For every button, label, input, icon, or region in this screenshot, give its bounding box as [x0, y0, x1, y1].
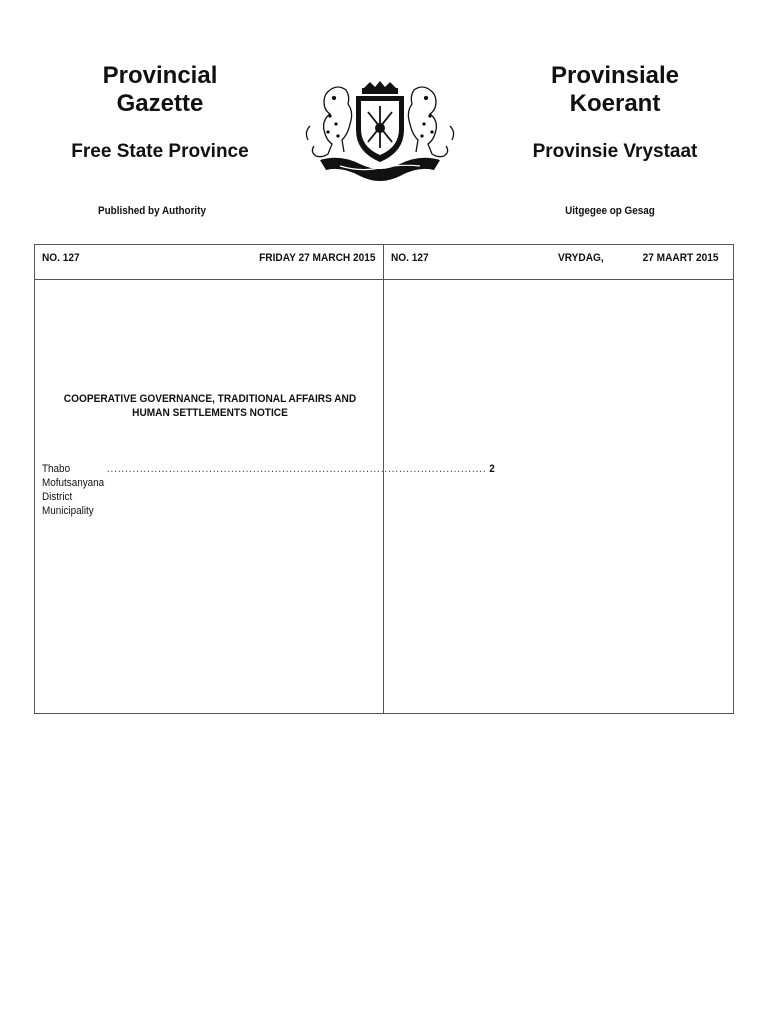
published-by-authority-afrikaans: Uitgegee op Gesag: [565, 205, 655, 217]
contents-entry[interactable]: [42, 462, 495, 518]
contents-entry-label: Thabo Mofutsanyana District Municipality: [42, 463, 105, 517]
issue-date-english: FRIDAY 27 MARCH 2015: [259, 252, 376, 264]
published-by-authority: Published by Authority: [98, 205, 206, 217]
issue-number-english: NO. 127: [42, 252, 80, 264]
header-row-divider: [34, 279, 734, 280]
gazette-title-english: Provincial Gazette: [102, 62, 218, 117]
notice-heading: COOPERATIVE GOVERNANCE, TRADITIONAL AFFAIRS AND HUMAN SETTLEMENTS NOTICE: [63, 393, 357, 419]
contents-entry-page: 2: [489, 463, 495, 475]
column-divider: [383, 244, 384, 714]
coat-of-arms-icon: [300, 76, 460, 186]
issue-day-afrikaans: VRYDAG,: [558, 252, 604, 264]
leader-dots: ........................................................................................................: [106, 463, 487, 475]
province-name-english: Free State Province: [71, 141, 249, 162]
province-name-afrikaans: Provinsie Vrystaat: [532, 141, 698, 162]
issue-number-afrikaans: NO. 127: [391, 252, 429, 264]
issue-date-afrikaans: 27 MAART 2015: [643, 252, 719, 264]
gazette-title-afrikaans: Provinsiale Koerant: [550, 62, 680, 117]
